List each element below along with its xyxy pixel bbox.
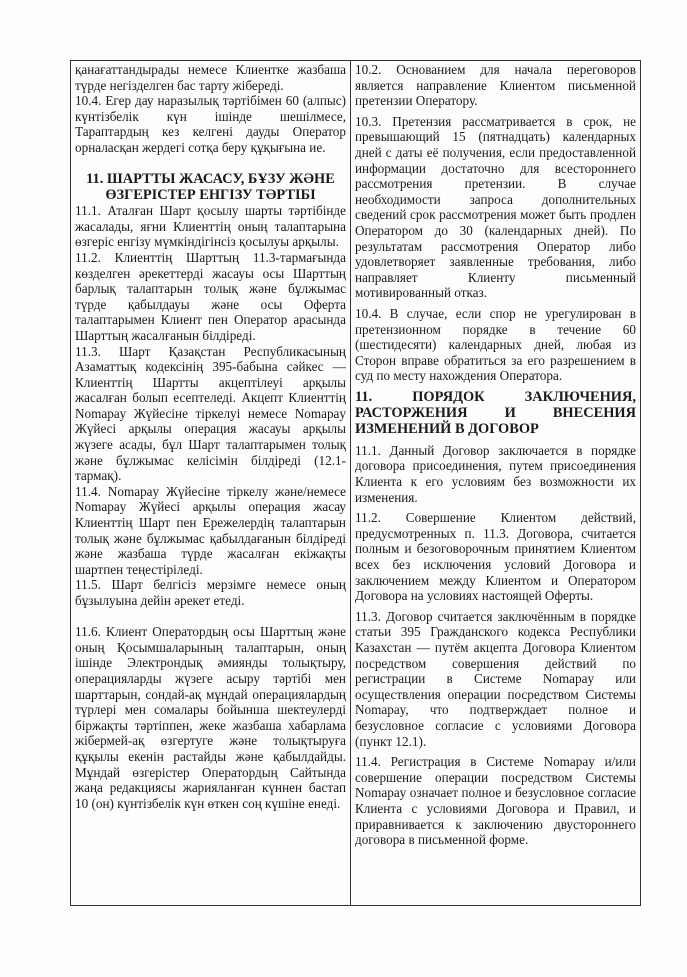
paragraph-11-5-kz: 11.5. Шарт белгісіз мерзімге немесе оның бұзылуына дейін әрекет етеді. (75, 577, 346, 608)
russian-column (351, 61, 640, 905)
paragraph-10-2-ru: 10.2. Основанием для начала переговоров является направление Клиентом письменной претензии Оператору. (355, 62, 636, 109)
paragraph-11-6-kz: 11.6. Клиент Оператордың осы Шарттың және оның Қосымшаларының талаптарын, оның ішінде Электрондық әмиянды толықтыру, операцияларды жүзеге асыру тәртібі мен шарттарын, сондай-ақ мұндай операциялардың түрлері мен сомалары бойынша шектеулерді біржақты тәртіппен, жеке жазбаша хабарлама жібермей-ақ өзгертуге және толықтыруға құқылы екенін растайды және қабылдайды. Мұндай өзгерістер Оператордың Сайтында жаңа редакциясы жарияланған күннен бастап 10 (он) күнтізбелік күн өткен соң күшіне енеді. (75, 624, 346, 811)
paragraph-10-3-ru: 10.3. Претензия рассматривается в срок, не превышающий 15 (пятнадцать) календарных дней с даты её получения, если предоставленной информации достаточно для всестороннего рассмотрения претензии. В случае необходимости запроса дополнительных сведений срок рассмотрения может быть продлен Оператором до 30 (календарных дней). По результатам рассмотрения Оператор либо удовлетворяет заявленные требования, либо направляет Клиенту письменный мотивированный отказ. (355, 113, 636, 301)
paragraph-11-4-kz: 11.4. Nomapay Жүйесіне тіркелу және/немесе Nomapay Жүйесі арқылы операция жасау Клиенттің Шарт пен Ережелердің талаптарын толық және бұлжымас қабылдағанын білдіреді және жазбаша түрде жасалған екіжақты шартпен теңестіріледі. (75, 483, 346, 577)
kazakh-column (71, 61, 351, 905)
paragraph-intro-kz: қанағаттандырады немесе Клиентке жазбаша түрде негізделген бас тарту жібереді. (75, 62, 346, 93)
heading-word: ЗАКЛЮЧЕНИЯ, (524, 388, 636, 405)
paragraph-11-3-ru: 11.3. Договор считается заключённым в порядке статьи 395 Гражданского кодекса Республики Казахстан — путём акцепта Договора Клиентом посредством совершения действий по регистрации в Системе Nomapay или осуществления операции посредством Системы Nomapay, что подтверждает полное и безусловное согласие с условиями Договора (пункт 12.1). (355, 608, 636, 749)
paragraph-11-1-ru: 11.1. Данный Договор заключается в порядке договора присоединения, путем присоединения Клиента к его условиям без возможности их изменения. (355, 442, 636, 505)
heading-rest: РАСТОРЖЕНИЯ И ВНЕСЕНИЯ ИЗМЕНЕНИЙ В ДОГОВОР (355, 404, 636, 437)
bilingual-contract-table (70, 60, 641, 906)
section-11-heading-kz: 11. ШАРТТЫ ЖАСАСУ, БҰЗУ ЖӘНЕ ӨЗГЕРІСТЕР ЕНГІЗУ ТӘРТІБІ (86, 171, 335, 204)
paragraph-11-2-kz: 11.2. Клиенттің Шарттың 11.3-тармағында көзделген әрекеттерді жасауы осы Шарттың барлық талаптарын толық және бұлжымас түрде қабылдауы және осы Оферта талаптарымен Клиент пен Оператор арасында Шарттың жасалғанын білдіреді. (75, 249, 346, 343)
paragraph-11-3-kz: 11.3. Шарт Қазақстан Республикасының Азаматтық кодексінің 395-бабына сәйкес — Клиенттің Шартты акцептілеуі арқылы жасалған болып есептеледі. Акцепт Клиенттің Nomapay Жүйесіне тіркелуі немесе Nomapay Жүйесі арқылы операция жасауы арқылы жүзеге асады, бұл Шарт талаптарымен толық және бұлжымас келісімін білдіреді (12.1-тармақ). (75, 343, 346, 484)
heading-word: ПОРЯДОК (412, 388, 485, 405)
paragraph-11-4-ru: 11.4. Регистрация в Системе Nomapay и/или совершение операции посредством Системы Nomapay означает полное и безусловное согласие Клиента с условиями Договора и Правил, и приравнивается к заключению двустороннего договора в письменной форме. (355, 754, 636, 848)
paragraph-11-1-kz: 11.1. Аталған Шарт қосылу шарты тәртібінде жасалады, яғни Клиенттің оның талаптарына өзгеріс енгізу мүмкіндігінсіз қосылуы арқылы. (75, 203, 346, 250)
paragraph-10-4-ru: 10.4. В случае, если спор не урегулирован в претензионном порядке в течение 60 (шестидесяти) календарных дней, любая из Сторон вправе обратиться за его разрешением в суд по месту нахождения Оператора. (355, 305, 636, 384)
section-11-heading-ru (355, 389, 636, 437)
paragraph-10-4-kz: 10.4. Егер дау наразылық тәртібімен 60 (алпыс) күнтізбелік күн ішінде шешілмесе, Тараптардың кез келгені дауды Оператор орналасқан жердегі сотқа беру құқығына ие. (75, 93, 346, 155)
heading-word: 11. (355, 388, 373, 405)
paragraph-11-2-ru: 11.2. Совершение Клиентом действий, предусмотренных п. 11.3. Договора, считается полным и безоговорочным принятием Клиентом всех без исключения условий Договора и заключением между Клиентом и Оператором Договора на условиях настоящей Оферты. (355, 510, 636, 604)
